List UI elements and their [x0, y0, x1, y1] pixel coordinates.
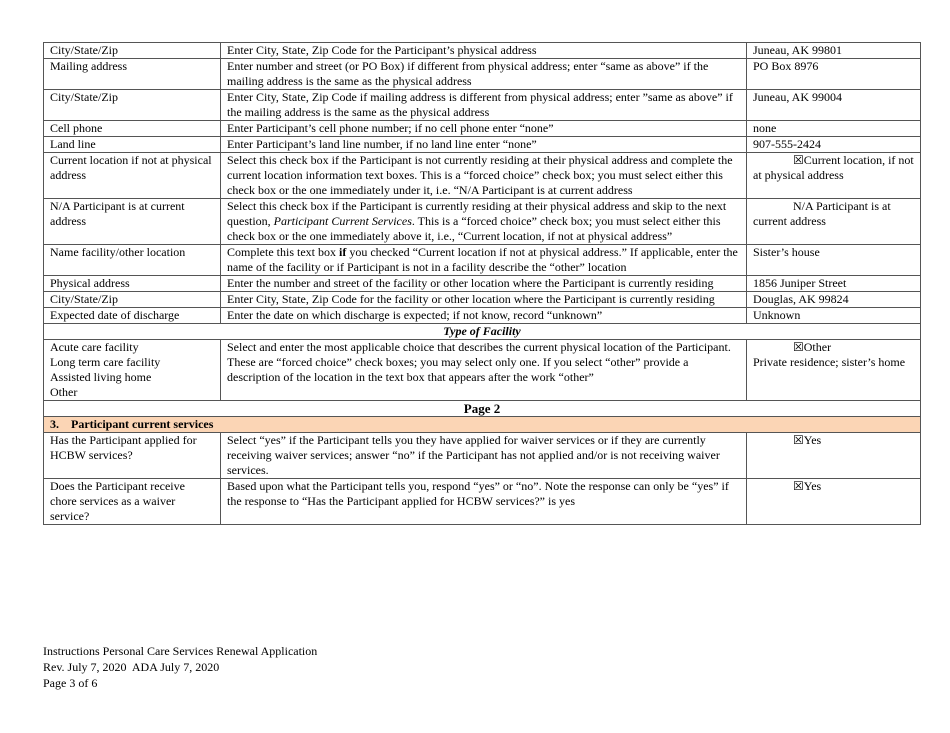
example-value [747, 153, 921, 199]
section-title: 3. Participant current services [44, 417, 921, 433]
example-value: Douglas, AK 99824 [747, 292, 921, 308]
example-value: Unknown [747, 308, 921, 324]
page-label-row [44, 401, 921, 417]
facility-option: Other [50, 385, 78, 399]
table-row [44, 340, 921, 401]
instruction-text: Select this check box if the Participant is not currently residing at their physical address and complete the current location information text boxes. This is a “forced choice” check box; you must select either this check box or the one immediately under it, i.e. “N/A Participant is at current address [221, 153, 747, 199]
table-row [44, 479, 921, 525]
footer-page-number: Page 3 of 6 [43, 676, 98, 690]
field-label: City/State/Zip [44, 43, 221, 59]
example-value [747, 479, 921, 525]
instruction-text [221, 199, 747, 245]
instructions-table [43, 42, 921, 525]
example-value: none [747, 121, 921, 137]
field-label: Has the Participant applied for HCBW services? [44, 433, 221, 479]
checked-checkbox-icon: ☒ [793, 153, 804, 167]
example-value [747, 199, 921, 245]
example-value [747, 340, 921, 401]
instruction-text: Enter Participant’s land line number, if no land line enter “none” [221, 137, 747, 153]
field-label: Does the Participant receive chore services as a waiver service? [44, 479, 221, 525]
table-row [44, 292, 921, 308]
instruction-part: Select this check box if the Participant is currently residing at their physical address and skip to the next question, [227, 199, 727, 228]
table-row [44, 153, 921, 199]
table-row [44, 137, 921, 153]
instruction-text: Select and enter the most applicable choice that describes the current physical location of the Participant. These are “forced choice” check boxes; you may select only one. If you select “other” provide a description of the location in the text box that appears after the work “other” [221, 340, 747, 401]
instruction-text: Enter Participant’s cell phone number; if no cell phone enter “none” [221, 121, 747, 137]
instruction-text: Enter City, State, Zip Code for the facility or other location where the Participant is currently residing [221, 292, 747, 308]
example-value: Juneau, AK 99801 [747, 43, 921, 59]
footer-revision: Rev. July 7, 2020 ADA July 7, 2020 [43, 660, 220, 674]
example-value: 907-555-2424 [747, 137, 921, 153]
facility-option: Assisted living home [50, 370, 152, 384]
instruction-part: Complete this text box [227, 245, 336, 259]
instruction-text: Select “yes” if the Participant tells you they have applied for waiver services or if they are currently receiving waiver services; answer “no” if the Participant has not applied and/or is not receiving waiver services. [221, 433, 747, 479]
instruction-text: Enter the date on which discharge is expected; if not know, record “unknown” [221, 308, 747, 324]
section-heading-row [44, 324, 921, 340]
checkbox-label: Yes [803, 433, 822, 447]
table-row [44, 43, 921, 59]
instruction-text: Enter City, State, Zip Code if mailing address is different from physical address; enter ”same as above” if the mailing address is the same as the physical address [221, 90, 747, 121]
field-label: Physical address [44, 276, 221, 292]
type-of-facility-heading: Type of Facility [44, 324, 921, 340]
section-title-row [44, 417, 921, 433]
table-row [44, 59, 921, 90]
checked-checkbox-icon: ☒ [793, 340, 804, 354]
unchecked-checkbox-spacer [753, 199, 793, 213]
facility-description: Private residence; sister’s home [753, 355, 906, 369]
page-label: Page 2 [44, 401, 921, 417]
instruction-text [221, 245, 747, 276]
checkbox-label: Other [803, 340, 832, 354]
instruction-text: Enter number and street (or PO Box) if different from physical address; enter “same as above” if the mailing address is the same as the physical address [221, 59, 747, 90]
table-row [44, 121, 921, 137]
footer-title: Instructions Personal Care Services Renewal Application [43, 644, 318, 658]
example-value: Juneau, AK 99004 [747, 90, 921, 121]
table-row [44, 245, 921, 276]
checked-checkbox-icon: ☒ [793, 433, 804, 447]
instruction-text: Enter City, State, Zip Code for the Participant’s physical address [221, 43, 747, 59]
field-label: City/State/Zip [44, 292, 221, 308]
facility-option: Acute care facility [50, 340, 139, 354]
checkbox-label: N/A Participant is at current address [753, 199, 891, 228]
field-label: Cell phone [44, 121, 221, 137]
table-row [44, 433, 921, 479]
facility-option: Long term care facility [50, 355, 161, 369]
instruction-part: you checked “Current location if not at physical address.” If applicable, enter the name of the facility or if Participant is not in a facility describe the “other” location [227, 245, 738, 274]
checkbox-label: Current location, if not at physical address [753, 153, 914, 182]
field-label: City/State/Zip [44, 90, 221, 121]
table-row [44, 199, 921, 245]
facility-options [44, 340, 221, 401]
instruction-text: Based upon what the Participant tells you, respond “yes” or “no”. Note the response can only be “yes” if the response to “Has the Participant applied for HCBW services?” is yes [221, 479, 747, 525]
example-value: Sister’s house [747, 245, 921, 276]
checked-checkbox-icon: ☒ [793, 479, 804, 493]
table-row [44, 90, 921, 121]
table-row [44, 308, 921, 324]
field-label: N/A Participant is at current address [44, 199, 221, 245]
page-footer [43, 643, 317, 691]
instruction-italic: Participant Current Services [273, 214, 412, 228]
example-value: PO Box 8976 [747, 59, 921, 90]
field-label: Mailing address [44, 59, 221, 90]
instruction-part: . This is a “forced choice” check box; you must select either this check box or the one immediately above it, i.e., “Current location, if not at physical address” [227, 214, 721, 243]
instruction-text: Enter the number and street of the facility or other location where the Participant is currently residing [221, 276, 747, 292]
checkbox-label: Yes [803, 479, 822, 493]
instruction-bold: if [339, 245, 347, 259]
example-value: 1856 Juniper Street [747, 276, 921, 292]
example-value [747, 433, 921, 479]
field-label: Name facility/other location [44, 245, 221, 276]
field-label: Expected date of discharge [44, 308, 221, 324]
table-row [44, 276, 921, 292]
field-label: Current location if not at physical address [44, 153, 221, 199]
field-label: Land line [44, 137, 221, 153]
